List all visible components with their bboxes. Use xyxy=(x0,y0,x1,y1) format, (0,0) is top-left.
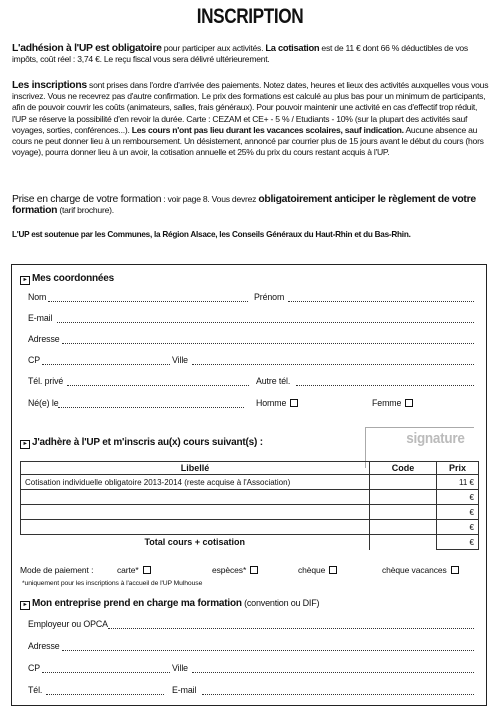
especes-label: espèces* xyxy=(212,565,247,575)
femme-option[interactable] xyxy=(372,398,413,408)
employeur-label: Employeur ou OPCA xyxy=(28,619,108,629)
total-spacer xyxy=(370,535,437,550)
femme-label: Femme xyxy=(372,398,402,408)
cheque-vacances-checkbox[interactable] xyxy=(451,566,459,574)
row-code[interactable] xyxy=(370,490,437,505)
signature-label: signature xyxy=(406,430,465,447)
carte-label: carte* xyxy=(117,565,139,575)
prise-en-charge-text: : voir page 8. Vous devrez xyxy=(161,194,259,204)
ne-le-field[interactable] xyxy=(58,407,244,408)
paragraph-prise-en-charge xyxy=(12,194,490,216)
tarif-text: (tarif brochure). xyxy=(57,205,114,216)
paragraph-adhesion xyxy=(12,42,490,65)
adhesion-text: pour participer aux activités. xyxy=(161,43,266,53)
inscriptions-lead: Les inscriptions xyxy=(12,80,87,91)
paragraph-inscriptions xyxy=(12,80,490,158)
nom-label: Nom xyxy=(28,292,47,302)
row-libelle: Cotisation individuelle obligatoire 2013-2014 (reste acquise à l'Association) xyxy=(21,475,370,490)
section-marker-icon: ▸ xyxy=(20,276,30,285)
page-title: INSCRIPTION xyxy=(196,5,304,28)
header-prix: Prix xyxy=(437,462,479,475)
section-entreprise-suffix: (convention ou DIF) xyxy=(241,598,320,608)
row-code[interactable] xyxy=(370,475,437,490)
entreprise-tel-field[interactable] xyxy=(46,694,164,695)
courses-table xyxy=(20,461,479,550)
vacances-bold: Les cours n'ont pas lieu durant les vacances scolaires, sauf indication. xyxy=(131,124,404,135)
section-coordonnees-title xyxy=(20,273,114,285)
entreprise-email-field[interactable] xyxy=(202,694,474,695)
reglement-bold: obligatoirement anticiper le règlement de votre formation xyxy=(12,194,476,217)
entreprise-adresse-field[interactable] xyxy=(62,650,474,651)
section-entreprise-label: Mon entreprise prend en charge ma formation xyxy=(32,598,242,609)
total-prix[interactable]: € xyxy=(437,535,479,550)
payment-cheque-vacances[interactable] xyxy=(382,565,459,575)
especes-checkbox[interactable] xyxy=(250,566,258,574)
table-row xyxy=(21,520,479,535)
homme-option[interactable] xyxy=(256,398,298,408)
prenom-field[interactable] xyxy=(288,301,474,302)
autre-tel-field[interactable] xyxy=(296,385,474,386)
cp-label: CP xyxy=(28,355,41,365)
entreprise-tel-label: Tél. xyxy=(28,685,43,695)
tel-prive-field[interactable] xyxy=(67,385,249,386)
row-libelle[interactable] xyxy=(21,505,370,520)
payment-row xyxy=(20,565,93,575)
row-prix[interactable]: € xyxy=(437,520,479,535)
tel-prive-label: Tél. privé xyxy=(28,376,64,386)
carte-checkbox[interactable] xyxy=(143,566,151,574)
ne-le-label: Né(e) le xyxy=(28,398,59,408)
cotisation-text: est de 11 € dont 66 % déductibles de vos impôts, coût réel : 3,74 €. Le reçu fiscal vous sera délivré ultérieurement. xyxy=(12,43,468,65)
payment-cheque[interactable] xyxy=(298,565,337,575)
support-note: L'UP est soutenue par les Communes, la Région Alsace, les Conseils Généraux du Haut-Rhin et du Bas-Rhin. xyxy=(12,230,411,239)
adresse-field[interactable] xyxy=(62,343,474,344)
payment-carte[interactable] xyxy=(117,565,151,575)
header-libelle: Libellé xyxy=(21,462,370,475)
entreprise-cp-field[interactable] xyxy=(42,672,170,673)
desistement-text: Aucune absence au cours ne peut donner lieu à un remboursement. Un désistement, annoncé par courrier plus de 15 jours avant le début du cours (hors voyage), pourra donner lieu à un avoir, la cotisation annuelle et 25% du prix du cours restant acquis à l'UP. xyxy=(12,124,484,158)
row-code[interactable] xyxy=(370,505,437,520)
section-marker-icon: ▸ xyxy=(20,601,30,610)
homme-checkbox[interactable] xyxy=(290,399,298,407)
inscriptions-text: sont prises dans l'ordre d'arrivée des paiements. Notez dates, heures et lieux des activités auxquelles vous vous inscrivez. Vous ne recevrez pas d'autre confirmation. Le prix des formations est calculé au plus bas pour un minimum de participants, afin de pouvoir couvrir les coûts (animateurs, salles, frais généraux). Pour pouvoir maintenir une activité en cas d'effectif trop réduit, l'UP se réserve la possibilité d'en revoir la durée. Carte : CEZAM et CE+ - 5 % / Etudiants - 10% (sur la plupart des activités sauf voyages, sorties, conférences...). xyxy=(12,80,489,135)
adhesion-lead: L'adhésion à l'UP est obligatoire xyxy=(12,43,162,54)
homme-label: Homme xyxy=(256,398,287,408)
nom-field[interactable] xyxy=(48,301,248,302)
row-code[interactable] xyxy=(370,520,437,535)
section-cours-title xyxy=(20,437,263,449)
total-label: Total cours + cotisation xyxy=(144,537,246,548)
ville-field[interactable] xyxy=(192,364,474,365)
table-row xyxy=(21,475,479,490)
header-code: Code xyxy=(370,462,437,475)
femme-checkbox[interactable] xyxy=(405,399,413,407)
cheque-vacances-label: chèque vacances xyxy=(382,565,447,575)
section-cours-label: J'adhère à l'UP et m'inscris au(x) cours suivant(s) : xyxy=(32,437,263,448)
table-row xyxy=(21,505,479,520)
cheque-checkbox[interactable] xyxy=(329,566,337,574)
payment-footnote: *uniquement pour les inscriptions à l'accueil de l'UP Mulhouse xyxy=(22,580,203,587)
table-row xyxy=(21,490,479,505)
inscription-form xyxy=(11,264,487,706)
payment-especes[interactable] xyxy=(212,565,258,575)
prise-en-charge-lead: Prise en charge de votre formation xyxy=(12,194,162,205)
row-prix[interactable]: € xyxy=(437,505,479,520)
row-prix: 11 € xyxy=(437,475,479,490)
row-libelle[interactable] xyxy=(21,520,370,535)
ville-label: Ville xyxy=(172,355,188,365)
table-header-row xyxy=(21,462,479,475)
section-marker-icon: ▸ xyxy=(20,440,30,449)
cheque-label: chèque xyxy=(298,565,326,575)
entreprise-cp-label: CP xyxy=(28,663,41,673)
payment-label: Mode de paiement : xyxy=(20,565,94,575)
prenom-label: Prénom xyxy=(254,292,285,302)
email-label: E-mail xyxy=(28,313,53,323)
section-coordonnees-label: Mes coordonnées xyxy=(32,273,115,284)
entreprise-ville-field[interactable] xyxy=(192,672,474,673)
entreprise-adresse-label: Adresse xyxy=(28,641,60,651)
adresse-label: Adresse xyxy=(28,334,60,344)
table-total-row xyxy=(21,535,479,550)
row-libelle[interactable] xyxy=(21,490,370,505)
entreprise-email-label: E-mail xyxy=(172,685,197,695)
autre-tel-label: Autre tél. xyxy=(256,376,291,386)
cp-field[interactable] xyxy=(42,364,170,365)
email-field[interactable] xyxy=(57,322,474,323)
cotisation-bold: La cotisation xyxy=(265,42,320,53)
section-entreprise-title xyxy=(20,598,319,610)
entreprise-ville-label: Ville xyxy=(172,663,188,673)
row-prix[interactable]: € xyxy=(437,490,479,505)
employeur-field[interactable] xyxy=(108,628,474,629)
